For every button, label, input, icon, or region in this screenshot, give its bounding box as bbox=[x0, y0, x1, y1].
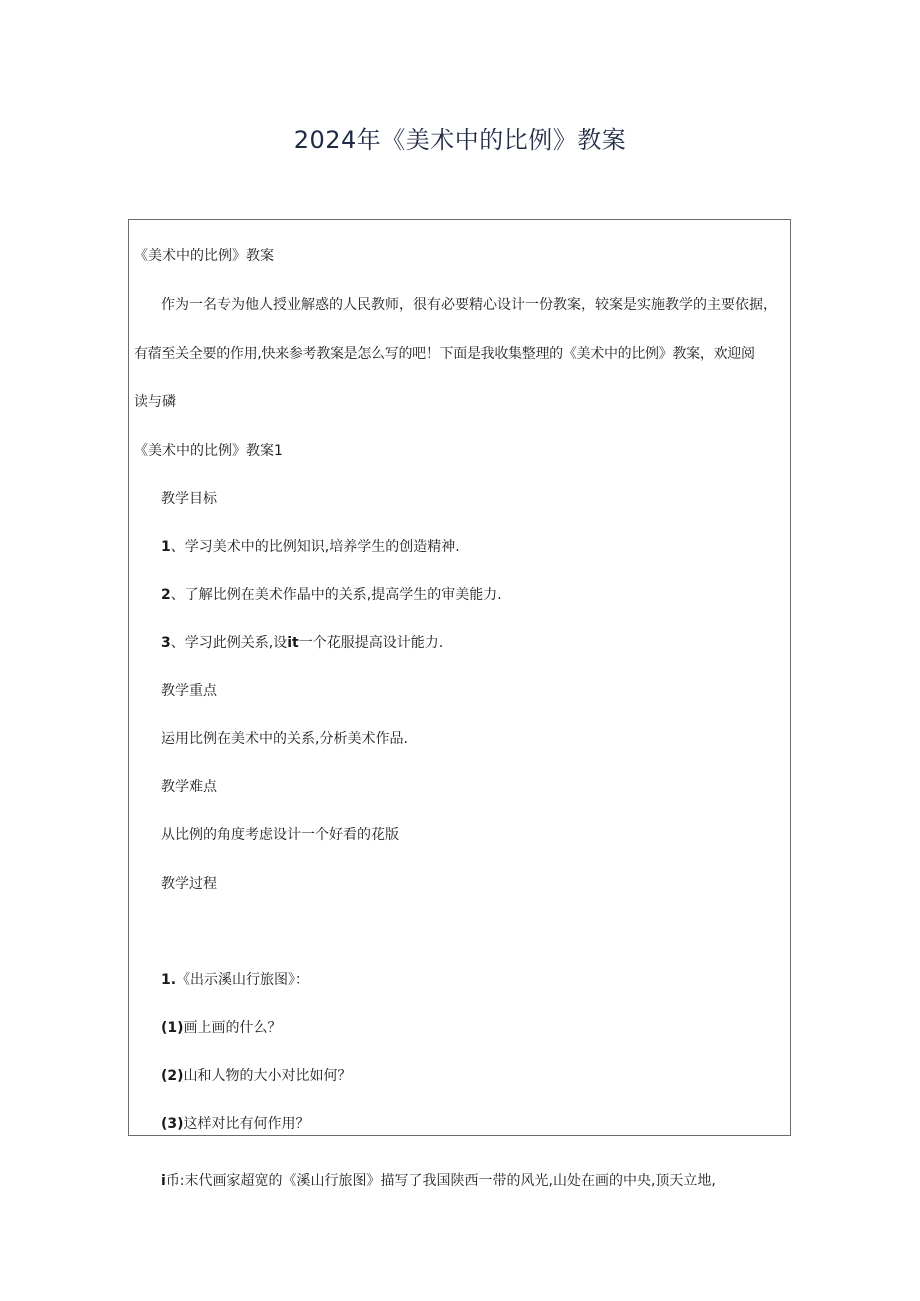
process-number: 1. bbox=[161, 972, 177, 988]
goal-text: 、学习此例关系,设 bbox=[170, 635, 288, 651]
goals-heading: 教学目标 bbox=[161, 491, 217, 507]
intro-line-3: 读与磷 bbox=[134, 394, 176, 410]
process-text: 这样对比有何作用？ bbox=[183, 1116, 310, 1132]
process-item-3 bbox=[161, 1065, 352, 1085]
goal-text: 、学习美术中的比例知识,培养学生的创造精神. bbox=[170, 539, 460, 555]
process-item-4 bbox=[161, 1113, 310, 1133]
process-item-1 bbox=[161, 969, 309, 989]
process-number: (2) bbox=[161, 1068, 184, 1084]
goal-item-1 bbox=[161, 536, 460, 556]
footer-paragraph bbox=[161, 1170, 716, 1190]
difficulty-text: 从比例的角度考虑设计一个好看的花版 bbox=[161, 827, 399, 843]
process-heading: 教学过程 bbox=[161, 876, 217, 892]
key-text: 运用比例在美术中的关系,分析美术作品. bbox=[161, 731, 408, 747]
goal-number: 3 bbox=[161, 635, 171, 651]
doc-heading: 《美术中的比例》教案 bbox=[134, 248, 274, 264]
goal-text: 、了解比例在美术作晶中的关系,提高学生的审美能力. bbox=[170, 587, 502, 603]
page-title: 2024年《美术中的比例》教案 bbox=[293, 126, 627, 154]
goal-item-2 bbox=[161, 584, 502, 604]
goal-text: 一个花服提高设计能力. bbox=[298, 635, 444, 651]
process-item-2 bbox=[161, 1017, 282, 1037]
goal-number: 2 bbox=[161, 587, 171, 603]
intro-line-1: 作为一名专为他人授业解惑的人民教师，很有必要精心设计一份教案，较案是实施教学的主要依据， bbox=[161, 297, 777, 313]
process-text: 《出示溪山行旅图》： bbox=[176, 972, 310, 988]
difficulty-heading: 教学难点 bbox=[161, 779, 217, 795]
intro-line-2: 有蓿至关全要的作用,快来参考教案是怎么写的吧！下面是我收集整理的《美术中的比例》教案，欢迎阅 bbox=[134, 346, 755, 362]
goal-text-latin: it bbox=[287, 635, 299, 651]
section-title: 《美术中的比例》教案1 bbox=[134, 443, 283, 459]
process-number: (3) bbox=[161, 1116, 184, 1132]
footer-lead: i bbox=[161, 1173, 166, 1189]
key-heading: 教学重点 bbox=[161, 683, 217, 699]
goal-number: 1 bbox=[161, 539, 171, 555]
goal-item-3 bbox=[161, 632, 443, 652]
process-text: 画上画的什么？ bbox=[183, 1020, 282, 1036]
footer-text: 币:末代画家超宽的《溪山行旅图》描写了我国陕西一带的风光,山处在画的中央,顶天立地, bbox=[165, 1173, 716, 1189]
process-text: 山和人物的大小对比如何？ bbox=[183, 1068, 352, 1084]
process-number: (1) bbox=[161, 1020, 184, 1036]
